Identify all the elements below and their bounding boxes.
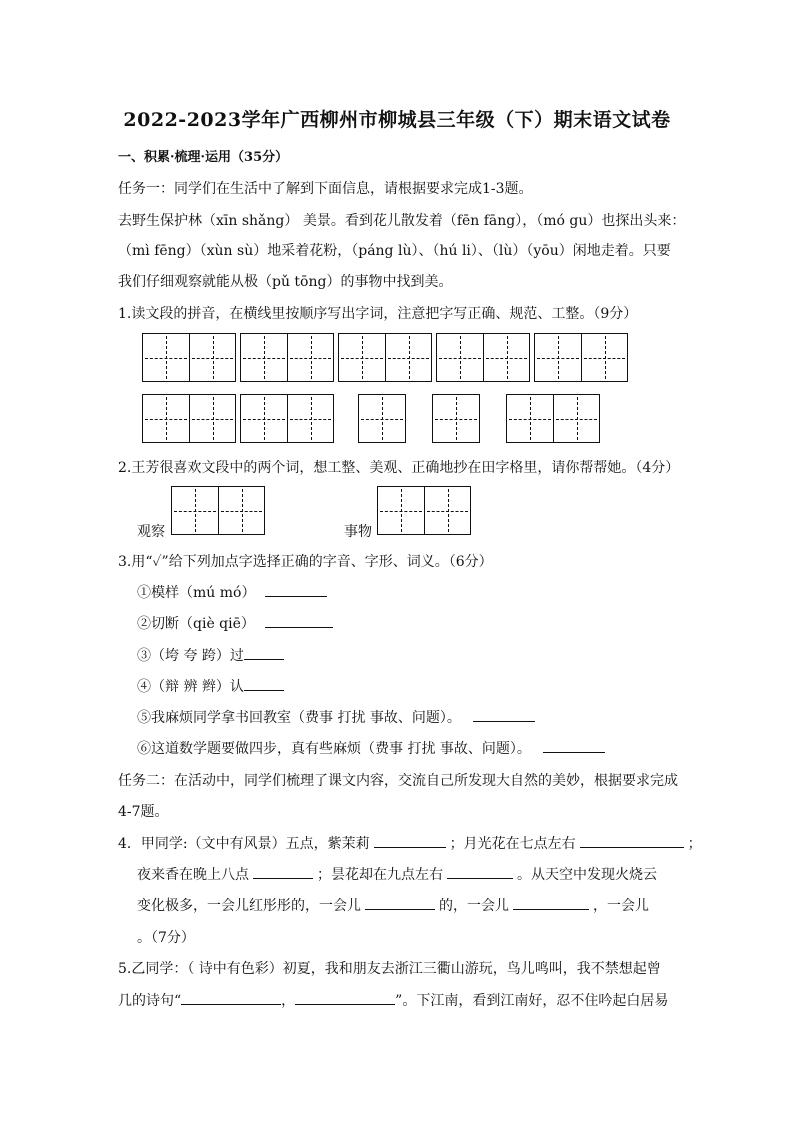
q2-word-2: 事物 — [344, 524, 372, 540]
q3-item-text: ⑤我麻烦同学拿书回教室（费事 打扰 事故、问题）。 — [137, 710, 461, 726]
q3-item-text: ⑥这道数学题要做四步，真有些麻烦（费事 打扰 事故、问题）。 — [137, 741, 531, 757]
section-heading: 一、积累·梳理·运用（35分） — [118, 150, 289, 165]
copy-grid-2[interactable] — [377, 486, 471, 535]
answer-blank[interactable] — [447, 864, 513, 879]
writing-grid[interactable] — [358, 394, 406, 443]
writing-grid[interactable] — [338, 333, 432, 382]
q3-item-4 — [137, 676, 284, 696]
q4-text: ；月光花在七点左右 — [449, 836, 576, 852]
q4-line-3 — [137, 895, 649, 915]
q3-item-text: ④（辩 辨 辫）认 — [137, 679, 244, 695]
q5-text: ， — [281, 993, 296, 1009]
passage-line-1: 去野生保护林（xīn shǎng） 美景。看到花儿散发着（fēn fāng），（mó gu）也探出头来： — [118, 213, 686, 229]
q2-word-1: 观察 — [137, 524, 165, 540]
q4-text: 夜来香在晚上八点 — [137, 867, 249, 883]
q4-text: ； — [687, 836, 702, 852]
answer-blank[interactable] — [244, 645, 284, 660]
task2-line-2: 4-7题。 — [118, 804, 169, 820]
q4-line-4: 。（7分） — [137, 930, 195, 946]
writing-grid[interactable] — [506, 394, 600, 443]
q4-text: 的，一会儿 — [439, 898, 509, 914]
q4-line-1 — [118, 833, 702, 853]
q3-item-1 — [137, 582, 331, 602]
answer-blank[interactable] — [295, 990, 395, 1005]
writing-grid[interactable] — [432, 394, 480, 443]
answer-blank[interactable] — [265, 582, 327, 597]
question-2: 2.王芳很喜欢文段中的两个词，想工整、美观、正确地抄在田字格里，请你帮帮她。（4分） — [118, 460, 680, 476]
writing-grid[interactable] — [240, 394, 334, 443]
q3-item-text: ①模样（mú mó） — [137, 585, 256, 601]
answer-blank[interactable] — [513, 895, 589, 910]
q3-item-6 — [137, 738, 609, 758]
copy-grid-1[interactable] — [171, 486, 265, 535]
writing-grid[interactable] — [142, 333, 236, 382]
writing-grid[interactable] — [240, 333, 334, 382]
q3-item-2 — [137, 613, 337, 633]
q4-text: ，一会儿 — [593, 898, 649, 914]
answer-blank[interactable] — [473, 707, 535, 722]
task1-intro: 任务一：同学们在生活中了解到下面信息，请根据要求完成1-3题。 — [118, 181, 533, 197]
answer-blank[interactable] — [253, 864, 313, 879]
question-1: 1.读文段的拼音，在横线里按顺序写出字词，注意把字写正确、规范、工整。（9分） — [118, 306, 638, 322]
page-title: 2022-2023学年广西柳州市柳城县三年级（下）期末语文试卷 — [123, 109, 671, 131]
q5-line-2 — [118, 990, 668, 1010]
answer-blank[interactable] — [543, 738, 605, 753]
answer-blank[interactable] — [244, 676, 284, 691]
q4-text: 。从天空中发现火烧云 — [517, 867, 657, 883]
q3-item-text: ②切断（qiè qiē） — [137, 616, 255, 632]
q5-text: ”。下江南，看到江南好，忍不住吟起白居易 — [395, 993, 669, 1009]
q5-text: 几的诗句“ — [118, 993, 182, 1009]
passage-line-3: 我们仔细观察就能从极（pǔ tōng）的事物中找到美。 — [118, 274, 453, 290]
question-3: 3.用“✓”给下列加点字选择正确的字音、字形、词义。（6分） — [118, 554, 493, 570]
passage-line-2: （mì fēng）（xùn sù）地采着花粉，（páng lù）、（hú li）、（lù）（yōu）闲地走着。只要 — [118, 243, 671, 259]
q4-line-2 — [137, 864, 657, 884]
q4-text: 变化极多，一会儿红彤彤的，一会儿 — [137, 898, 361, 914]
q5-line-1: 5.乙同学：（ 诗中有色彩）初夏，我和朋友去浙江三衢山游玩，鸟儿鸣叫，我不禁想起曾 — [118, 961, 661, 977]
writing-grid[interactable] — [534, 333, 628, 382]
q3-item-3 — [137, 645, 284, 665]
q4-text: ；昙花却在九点左右 — [317, 867, 443, 883]
q4-text: 4．甲同学:（文中有风景）五点，紫茉莉 — [118, 836, 370, 852]
q3-item-5 — [137, 707, 539, 727]
q3-item-text: ③（垮 夸 跨）过 — [137, 648, 244, 664]
answer-blank[interactable] — [181, 990, 281, 1005]
answer-blank[interactable] — [365, 895, 435, 910]
task2-line-1: 任务二：在活动中，同学们梳理了课文内容，交流自己所发现大自然的美妙，根据要求完成 — [118, 773, 678, 789]
writing-grid[interactable] — [436, 333, 530, 382]
writing-grid[interactable] — [142, 394, 236, 443]
answer-blank[interactable] — [265, 613, 333, 628]
answer-blank[interactable] — [374, 833, 446, 848]
answer-blank[interactable] — [580, 833, 684, 848]
